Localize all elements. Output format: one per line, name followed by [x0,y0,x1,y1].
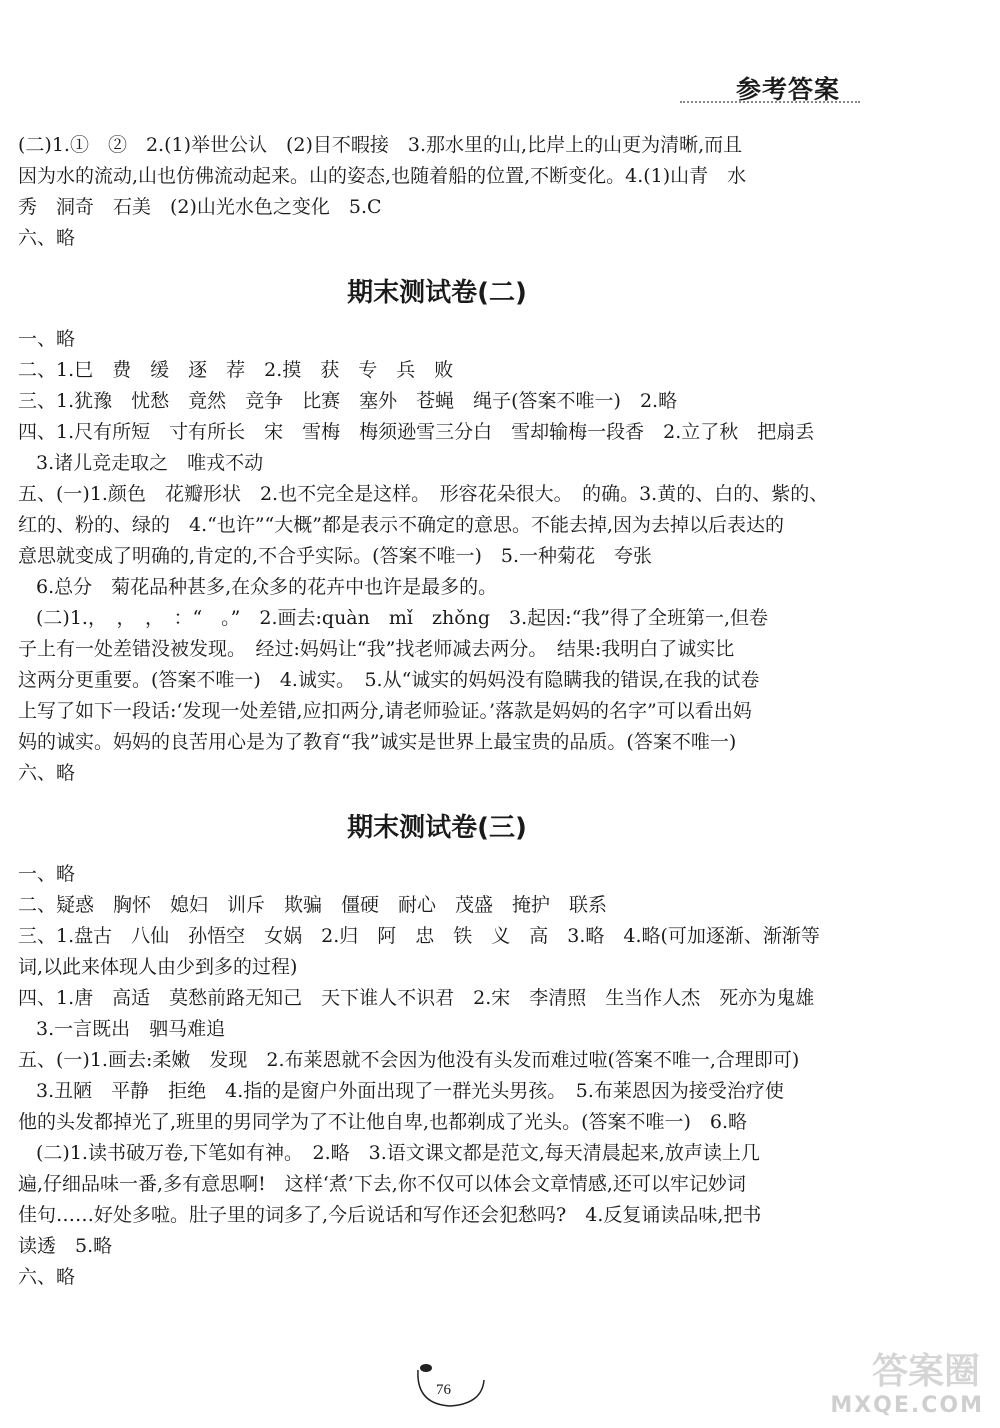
text-line: 这两分更重要。(答案不唯一) 4.诚实。 5.从“诚实的妈妈没有隐瞒我的错误,在我的试卷 [18,669,760,691]
text-line: 一、略 [18,328,76,350]
text-line: 子上有一处差错没被发现。 经过:妈妈让“我”找老师减去两分。 结果:我明白了诚实比 [18,638,735,660]
text-line: 因为水的流动,山也仿佛流动起来。山的姿态,也随着船的位置,不断变化。4.(1)山青 水 [18,165,747,187]
text-line: (二)1.读书破万卷,下笔如有神。 2.略 3.语文课文都是范文,每天清晨起来,放声读上几 [36,1142,760,1164]
site-watermark [784,1350,994,1422]
section-title-exam-3: 期末测试卷(三) [347,813,527,843]
text-line: 三、1.盘古 八仙 孙悟空 女娲 2.归 阿 忠 铁 义 高 3.略 4.略(可加逐渐、渐渐等 [18,925,820,947]
text-line: 红的、粉的、绿的 4.“也许”“大概”都是表示不确定的意思。不能去掉,因为去掉以后表达的 [18,514,785,536]
watermark-logo-text: 答案圈 [871,1351,980,1392]
text-line: (二)1.， ， ， ：“ 。” 2.画去:quàn mǐ zhǒng 3.起因:“我”得了全班第一,但卷 [36,607,769,629]
page-number: 76 [436,1382,451,1398]
text-line: 六、略 [18,1266,76,1288]
text-line: 五、(一)1.颜色 花瓣形状 2.也不完全是这样。 形容花朵很大。 的确。3.黄的、白的、紫的、 [18,483,829,505]
text-line: 一、略 [18,863,76,885]
text-line: 读透 5.略 [18,1235,113,1257]
text-line: 二、疑惑 胸怀 媳妇 训斥 欺骗 僵硬 耐心 茂盛 掩护 联系 [18,894,608,916]
text-line: 遍,仔细品味一番,多有意思啊! 这样‘煮’下去,你不仅可以体会文章情感,还可以牢记妙词 [18,1173,746,1195]
text-line: 3.一言既出 驷马难追 [36,1018,226,1040]
header-divider [680,101,860,103]
text-line: 3.丑陋 平静 拒绝 4.指的是窗户外面出现了一群光头男孩。 5.布莱恩因为接受治疗使 [36,1080,784,1102]
text-line: 佳句……好处多啦。肚子里的词多了,今后说话和写作还会犯愁吗? 4.反复诵读品味,把书 [18,1204,762,1226]
watermark-url: MXQE.COM [830,1393,984,1418]
page-header-label: 参考答案 [736,75,841,104]
text-line: 五、(一)1.画去:柔嫩 发现 2.布莱恩就不会因为他没有头发而难过啦(答案不唯一,合理即可) [18,1049,800,1071]
text-line: 妈的诚实。妈妈的良苦用心是为了教育“我”诚实是世界上最宝贵的品质。(答案不唯一) [18,731,737,753]
section-exam-3 [18,859,856,1293]
text-line: 他的头发都掉光了,班里的男同学为了不让他自卑,也都剃成了光头。(答案不唯一) 6.略 [18,1111,748,1133]
text-line: (二)1.① ② 2.(1)举世公认 (2)目不暇接 3.那水里的山,比岸上的山更为清晰,而且 [18,134,743,156]
text-line: 四、1.尺有所短 寸有所长 宋 雪梅 梅须逊雪三分白 雪却输梅一段香 2.立了秋 把扇丢 [18,421,815,443]
text-line: 6.总分 菊花品种甚多,在众多的花卉中也许是最多的。 [36,576,498,598]
section-previous-continued [18,130,856,254]
section-title-exam-2: 期末测试卷(二) [347,278,527,308]
text-line: 意思就变成了明确的,肯定的,不合乎实际。(答案不唯一) 5.一种菊花 夸张 [18,545,653,567]
text-line: 3.诸儿竞走取之 唯戎不动 [36,452,264,474]
section-exam-2 [18,324,856,789]
text-line: 上写了如下一段话:‘发现一处差错,应扣两分,请老师验证。’落款是妈妈的名字”可以看出妈 [18,700,752,722]
text-line: 二、1.巳 费 缓 逐 荐 2.摸 获 专 兵 败 [18,359,454,381]
text-line: 三、1.犹豫 忧愁 竟然 竞争 比赛 塞外 苍蝇 绳子(答案不唯一) 2.略 [18,390,678,412]
text-line: 四、1.唐 高适 莫愁前路无知己 天下谁人不识君 2.宋 李清照 生当作人杰 死亦为鬼雄 [18,987,815,1009]
answer-content [18,130,856,1293]
text-line: 六、略 [18,762,76,784]
text-line: 六、略 [18,227,76,249]
text-line: 秀 洞奇 石美 (2)山光水色之变化 5.C [18,196,382,218]
text-line: 词,以此来体现人由少到多的过程) [18,956,298,978]
